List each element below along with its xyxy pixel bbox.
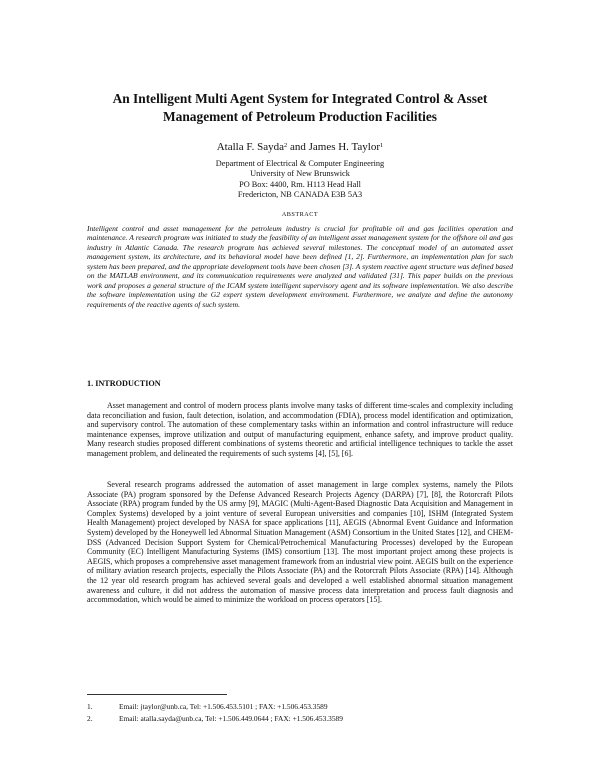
author-line — [100, 140, 500, 154]
author-sayda-footnote-mark: 2 — [283, 142, 288, 149]
footnote-number: 2. — [87, 714, 93, 723]
footnote-item — [87, 701, 513, 713]
abstract-heading: ABSTRACT — [281, 211, 319, 218]
abstract-text: Intelligent control and asset management for the petroleum industry is crucial for profitable oil and gas facilities operation and maintenance. A research program was initiated to study the feasibility of an intelligent asset management system for the offshore oil and gas industry in Atlantic Canada. The research program has achieved several milestones. The conceptual model of an automated asset management system, its architecture, and its behavioral model have been defined [1, 2]. Furthermore, an implementation plan for such system has been prepared, and the appropriate development tools have been chosen [3]. A system reactive agent structure was defined based on the MATLAB environment, and its communication requirements were analyzed and validated [31]. This paper builds on the previous work and proposes a general structure of the ICAM system intelligent supervisory agent and its software implementation. We also describe the software implementation using the G2 expert system development environment. Furthermore, we analyze and define the autonomy requirements of the reactive agents of such system. — [87, 224, 513, 309]
introduction-paragraph-1: Asset management and control of modern process plants involve many tasks of different time-scales and complexity including data reconciliation and fusion, fault detection, isolation, and accommodation (FDIA), process model identification and optimization, and supervisory control. The automation of these complementary tasks within an information and control infrastructure will reduce maintenance expenses, improve utilization and output of manufacturing equipment, enhance safety, and improve product quality. Many research studies proposed different combinations of systems theoretic and artificial intelligence techniques to tackle the asset management problem, and delineated the requirements of such systems [4], [5], [6]. — [87, 401, 513, 458]
author-taylor-footnote-mark: 1 — [380, 142, 384, 149]
footnote-text: Email: jtaylor@unb.ca, Tel: +1.506.453.5101 ; FAX: +1.506.453.3589 — [119, 702, 328, 711]
affiliation-block — [100, 159, 500, 201]
author-taylor: and James H. Taylor — [287, 141, 381, 153]
section-heading-introduction: 1. INTRODUCTION — [87, 379, 161, 388]
footnote-number: 1. — [87, 702, 93, 711]
footnote-text: Email: atalla.sayda@unb.ca, Tel: +1.506.449.0644 ; FAX: +1.506.453.3589 — [119, 714, 343, 723]
footnote-separator — [87, 694, 227, 695]
affiliation-city: Fredericton, NB CANADA E3B 5A3 — [237, 190, 363, 200]
title-line-1: An Intelligent Multi Agent System for Integrated Control & Asset — [112, 91, 488, 106]
affiliation-university: University of New Brunswick — [250, 169, 350, 179]
author-sayda: Atalla F. Sayda — [216, 141, 284, 153]
introduction-paragraph-2: Several research programs addressed the automation of asset management in large complex systems, namely the Pilots Associate (PA) program sponsored by the Defense Advanced Research Projects Agency (DARPA) [7], [8], the Rotorcraft Pilots Associate (RPA) program funded by the US army [9], MAGIC (Multi-Agent-Based Diagnostic Data Acquisition and Management in Complex Systems) developed by a joint venture of several European universities and companies [10], ISHM (Integrated System Health Management) project developed by NASA for space applications [11], AEGIS (Abnormal Event Guidance and Information System) developed by the Honeywell led Abnormal Situation Management (ASM) Consortium in the United States [12], and CHEM-DSS (Advanced Decision Support System for Chemical/Petrochemical Manufacturing Processes) developed by the European Community (EC) Intelligent Manufacturing Systems (IMS) consortium [13]. The most important project among these projects is AEGIS, which proposes a comprehensive asset management framework from an industrial view point. AEGIS built on the experience of military aviation research projects, especially the Pilots Associate (PA) and the Rotorcraft Pilots Associate (RPA) [14]. Although the 12 year old research program has achieved several goals and developed a well established abnormal situation management awareness and culture, it did not address the automation of massive process data interpretation and process fault diagnosis and accommodation, which would be aimed to minimize the workload on process operators [15]. — [87, 480, 513, 605]
affiliation-address: PO Box: 4400, Rm. H113 Head Hall — [239, 179, 361, 189]
paper-title — [60, 90, 540, 126]
footnotes-list — [87, 701, 513, 725]
affiliation-department: Department of Electrical & Computer Engineering — [215, 159, 385, 168]
title-line-2: Management of Petroleum Production Facilities — [163, 109, 437, 124]
footnote-item — [87, 713, 513, 725]
